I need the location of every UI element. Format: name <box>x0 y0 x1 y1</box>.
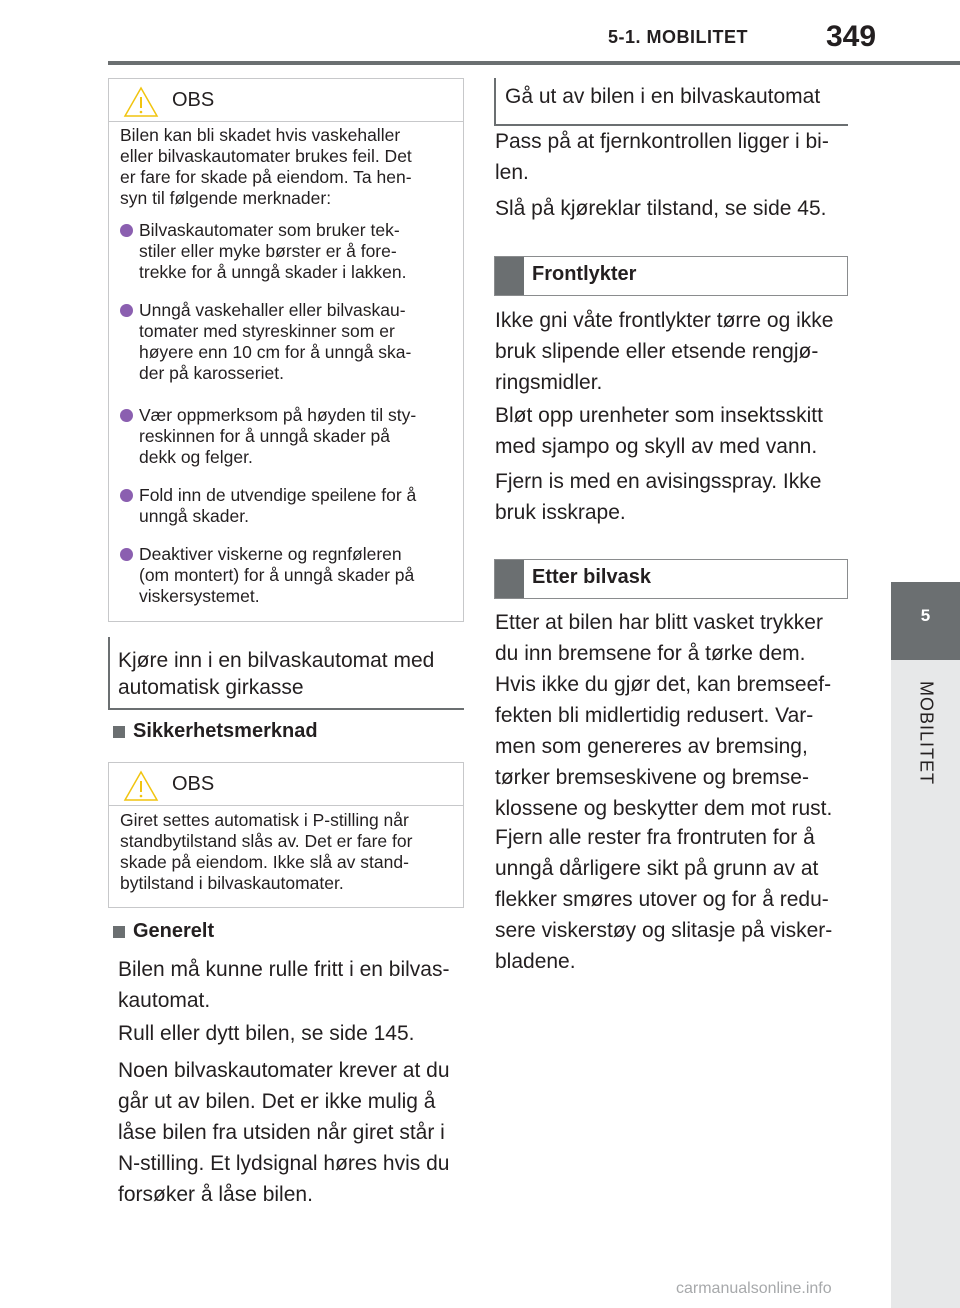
heading-vertical-rule <box>494 78 496 126</box>
paragraph <box>118 1055 450 1210</box>
text-line: eller bilvaskautomater brukes feil. Det <box>120 146 412 166</box>
watermark: carmanualsonline.info <box>676 1280 832 1297</box>
band-marker <box>495 560 524 598</box>
page-number: 349 <box>826 20 877 53</box>
band-title: Etter bilvask <box>532 566 651 588</box>
warning-triangle-icon <box>123 86 159 118</box>
paragraph <box>495 305 833 398</box>
text-line: Unngå vaskehaller eller bilvaskau- <box>139 300 406 320</box>
paragraph <box>495 466 821 528</box>
text-line: tørker bremseskivene og bremse- <box>495 766 809 789</box>
bullet-dot-icon <box>120 489 133 502</box>
chapter-label: MOBILITET <box>916 680 937 786</box>
text-line: bruk isskrape. <box>495 501 626 524</box>
text-line: Bilen må kunne rulle fritt i en bilvas- <box>118 958 450 981</box>
bullet-dot-icon <box>120 304 133 317</box>
text-line: er fare for skade på eiendom. Ta hen- <box>120 167 412 187</box>
heading-rule <box>108 708 464 710</box>
warning-box <box>108 78 464 622</box>
text-line: ringsmidler. <box>495 371 603 394</box>
paragraph <box>118 954 449 1016</box>
subheading-label: Generelt <box>133 920 215 942</box>
text-line: N-stilling. Et lydsignal høres hvis du <box>118 1152 450 1175</box>
paragraph <box>495 607 832 824</box>
text-line: Etter at bilen har blitt vasket trykker <box>495 611 823 634</box>
text-line: tomater med styreskinner som er <box>139 321 395 341</box>
band-title: Frontlykter <box>532 263 637 285</box>
text-line: skade på eiendom. Ikke slå av stand- <box>120 852 409 872</box>
band-marker <box>495 257 524 295</box>
text-line: Fold inn de utvendige speilene for å <box>139 485 417 505</box>
text-line: du inn bremsene for å tørke dem. <box>495 642 806 665</box>
text-line: Bløt opp urenheter som insektsskitt <box>495 404 823 427</box>
section-heading: Gå ut av bilen i en bilvaskautomat <box>505 85 821 108</box>
text-line: Ikke gni våte frontlykter tørre og ikke <box>495 309 834 332</box>
list-item <box>120 485 416 527</box>
section-heading <box>118 647 434 701</box>
text-line: Fjern alle rester fra frontruten for å <box>495 826 815 849</box>
text-line: viskersystemet. <box>139 586 260 606</box>
text-line: unngå skader. <box>139 506 249 526</box>
chapter-number: 5 <box>920 606 931 625</box>
warning-text <box>120 810 412 894</box>
text-line: flekker smøres utover og for å redu- <box>495 888 829 911</box>
text-line: bladene. <box>495 950 576 973</box>
text-line: kautomat. <box>118 989 211 1012</box>
bullet-dot-icon <box>120 548 133 561</box>
text-line: går ut av bilen. Det er ikke mulig å <box>118 1090 436 1113</box>
text-line: reskinnen for å unngå skader på <box>139 426 390 446</box>
text-line: syn til følgende merknader: <box>120 188 332 208</box>
subheading <box>113 720 318 743</box>
text-line: sere viskerstøy og slitasje på visker- <box>495 919 833 942</box>
list-item <box>120 220 407 283</box>
text-line: len. <box>495 161 529 184</box>
section-band <box>494 256 848 296</box>
warning-box-header <box>109 79 463 122</box>
text-line: med sjampo og skyll av med vann. <box>495 435 818 458</box>
text-line: stiler eller myke børster er å fore- <box>139 241 397 261</box>
text-line: automatisk girkasse <box>118 676 304 699</box>
list-item <box>120 300 411 384</box>
text-line: Slå på kjøreklar tilstand, se side 45. <box>495 197 827 220</box>
text-line: Giret settes automatisk i P-stilling når <box>120 810 409 830</box>
text-line: Vær oppmerksom på høyden til sty- <box>139 405 417 425</box>
square-bullet-icon <box>113 726 125 738</box>
warning-title: OBS <box>172 89 215 111</box>
text-line: Fjern is med en avisingsspray. Ikke <box>495 470 822 493</box>
warning-box-header <box>109 763 463 806</box>
paragraph <box>495 126 829 188</box>
section-band <box>494 559 848 599</box>
text-line: høyere enn 10 cm for å unngå ska- <box>139 342 412 362</box>
list-item <box>120 405 416 468</box>
text-line: Deaktiver viskerne og regnføleren <box>139 544 402 564</box>
header-rule <box>108 61 960 65</box>
text-line: Rull eller dytt bilen, se side 145. <box>118 1022 415 1045</box>
text-line: Bilvaskautomater som bruker tek- <box>139 220 400 240</box>
text-line: dekk og felger. <box>139 447 253 467</box>
text-line: Noen bilvaskautomater krever at du <box>118 1059 450 1082</box>
text-line: fekten bli midlertidig redusert. Var- <box>495 704 814 727</box>
warning-intro <box>120 125 412 209</box>
subheading <box>113 920 214 943</box>
text-line: unngå dårligere sikt på grunn av at <box>495 857 819 880</box>
warning-box <box>108 762 464 908</box>
warning-title: OBS <box>172 773 215 795</box>
text-line: låse bilen fra utsiden når giret står i <box>118 1121 445 1144</box>
text-line: Pass på at fjernkontrollen ligger i bi- <box>495 130 829 153</box>
paragraph <box>495 822 832 977</box>
text-line: (om montert) for å unngå skader på <box>139 565 415 585</box>
paragraph <box>495 193 827 224</box>
text-line: bytilstand i bilvaskautomater. <box>120 873 344 893</box>
text-line: standbytilstand slås av. Det er fare for <box>120 831 413 851</box>
paragraph <box>495 400 823 462</box>
heading-vertical-rule <box>108 637 110 710</box>
text-line: trekke for å unngå skader i lakken. <box>139 262 407 282</box>
text-line: Hvis ikke du gjør det, kan bremseef- <box>495 673 832 696</box>
warning-triangle-icon <box>123 770 159 802</box>
paragraph <box>118 1018 415 1049</box>
text-line: Kjøre inn i en bilvaskautomat med <box>118 649 435 672</box>
text-line: men som genereres av bremsing, <box>495 735 808 758</box>
bullet-dot-icon <box>120 224 133 237</box>
text-line: Bilen kan bli skadet hvis vaskehaller <box>120 125 401 145</box>
section-title: 5-1. MOBILITET <box>608 27 749 47</box>
square-bullet-icon <box>113 926 125 938</box>
subheading-label: Sikkerhetsmerknad <box>133 720 318 742</box>
list-item <box>120 544 414 607</box>
text-line: bruk slipende eller etsende rengjø- <box>495 340 819 363</box>
bullet-dot-icon <box>120 409 133 422</box>
text-line: klossene og beskytter dem mot rust. <box>495 797 833 820</box>
text-line: forsøker å låse bilen. <box>118 1183 313 1206</box>
text-line: der på karosseriet. <box>139 363 284 383</box>
